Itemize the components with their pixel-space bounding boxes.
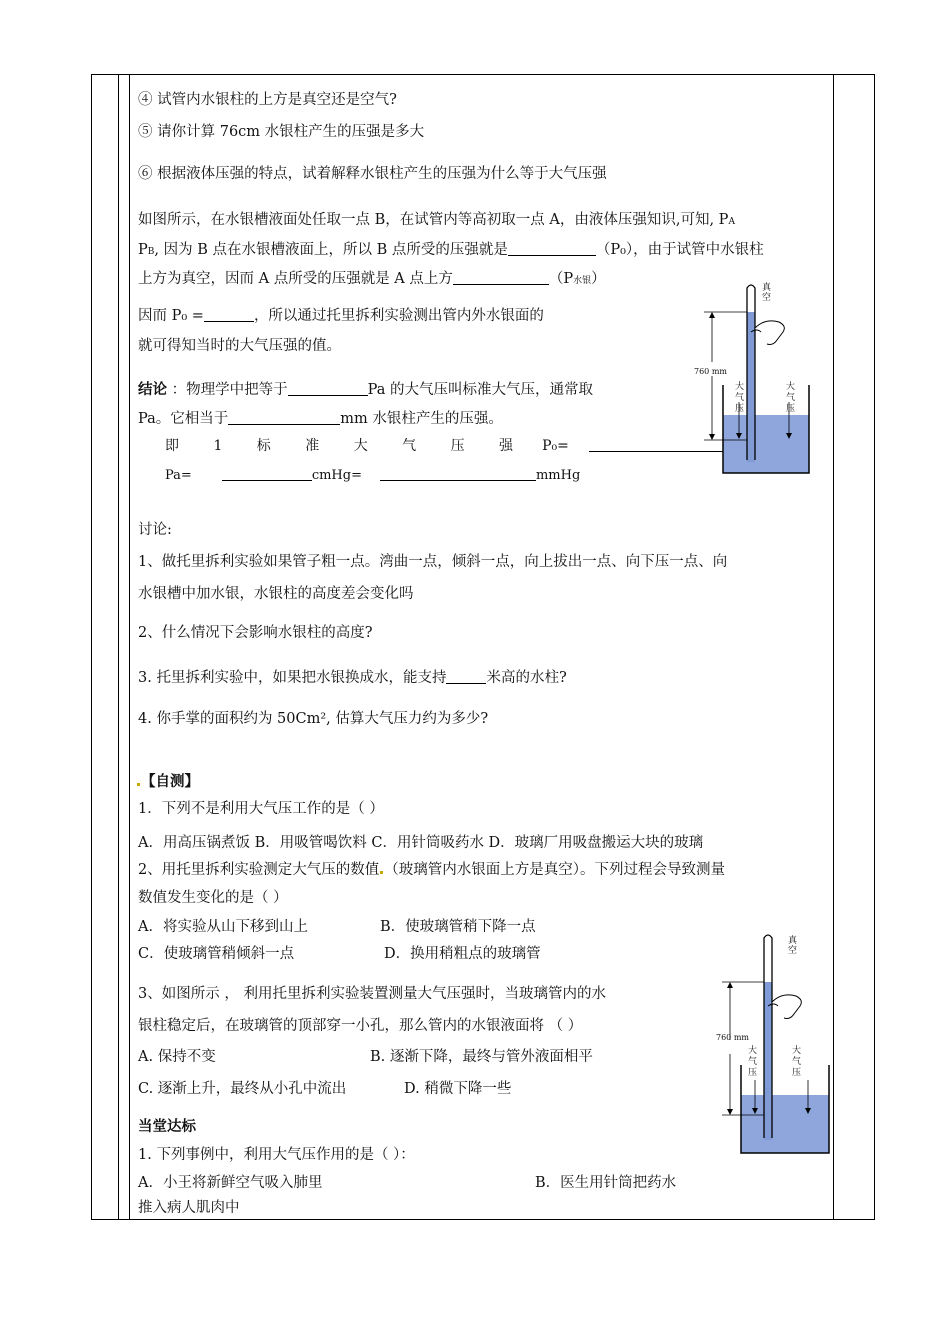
conclusion-line-3: 即 1 标 准 大 气 压 强 P₀= xyxy=(165,437,771,453)
conclusion-line-4: Pa= cmHg= mmHg xyxy=(165,468,581,483)
conclusion-line-1: 结论 ：物理学中把等于 Pa 的大气压叫标准大气压，通常取 xyxy=(138,381,593,398)
question-5: ⑤ 请你计算 76cm 水银柱产生的压强是多大 xyxy=(138,124,425,140)
selftest-q2-line1: 2、用托里拆利实验测定大气压的数值 （玻璃管内水银面上方是真空）。下列过程会导致测量 xyxy=(138,862,725,878)
selftest-q3-option-d: D. 稍微下降一些 xyxy=(404,1081,512,1097)
fig2-vacuum-label-2: 空 xyxy=(788,946,798,956)
selftest-q3-option-c: C. 逐渐上升，最终从小孔中流出 xyxy=(138,1081,347,1097)
selftest-q2-option-a: A．将实验从山下移到山上 xyxy=(138,919,308,935)
torricelli-diagram-2 xyxy=(716,930,836,1160)
torricelli-diagram-1 xyxy=(696,280,816,480)
selftest-q2-option-b: B．使玻璃管稍下降一点 xyxy=(380,919,536,935)
discussion-1b: 水银槽中加水银，水银柱的高度差会变化吗 xyxy=(138,586,414,602)
explain-line-5: 就可得知当时的大气压强的值。 xyxy=(138,338,341,354)
explain-line-3: 上方为真空，因而 A 点所受的压强就是 A 点上方 （P水银） xyxy=(138,271,606,287)
fig1-height-label: 760 mm xyxy=(694,367,727,376)
fig1-atm-label-left: 大 气 压 xyxy=(735,382,745,414)
fig1-vacuum-label-2: 空 xyxy=(762,293,772,303)
selftest-q2-option-d: D．换用稍粗点的玻璃管 xyxy=(384,946,541,962)
selftest-q3-line1: 3、如图所示 ， 利用托里拆利实验装置测量大气压强时，当玻璃管内的水 xyxy=(138,986,606,1002)
explain-line-2: PB, 因为 B 点在水银槽液面上，所以 B 点所受的压强就是 （P₀），由于试管中水银柱 xyxy=(138,242,764,258)
decor-mark xyxy=(137,783,140,786)
conclusion-label: 结论 xyxy=(138,381,167,398)
selftest-q2-line2: 数值发生变化的是（ ） xyxy=(138,890,288,906)
fig1-atm-label-right: 大 气 压 xyxy=(786,382,796,414)
selftest-q2-option-c: C．使玻璃管稍倾斜一点 xyxy=(138,946,295,962)
selftest-title: 【自测】 xyxy=(136,775,199,790)
fig1-vacuum-label-1: 真 xyxy=(762,283,772,293)
fig2-atm-label-left: 大 气 压 xyxy=(748,1046,758,1078)
classtest-q1-continued: 推入病人肌肉中 xyxy=(138,1200,240,1216)
selftest-q3-line2: 银柱稳定后，在玻璃管的顶部穿一小孔，那么管内的水银液面将 （ ） xyxy=(138,1018,583,1034)
fig2-atm-label-right: 大 气 压 xyxy=(792,1046,802,1078)
conclusion-line-2: Pa。它相当于 mm 水银柱产生的压强。 xyxy=(138,411,503,427)
classtest-q1: 1. 下列事例中，利用大气压作用的是（ ）： xyxy=(138,1147,415,1163)
classtest-title: 当堂达标 xyxy=(138,1118,196,1135)
question-6: ⑥ 根据液体压强的特点，试着解释水银柱产生的压强为什么等于大气压强 xyxy=(138,166,607,182)
discussion-1a: 1、做托里拆利实验如果管子粗一点。湾曲一点，倾斜一点，向上拔出一点、向下压一点、向 xyxy=(138,554,728,570)
fig2-height-label: 760 mm xyxy=(716,1033,749,1042)
fig2-vacuum-label-1: 真 xyxy=(788,936,798,946)
explain-line-4: 因而 P₀ = ，所以通过托里拆利实验测出管内外水银面的 xyxy=(138,308,544,324)
selftest-q1-options: A．用高压锅煮饭 B．用吸管喝饮料 C．用针筒吸药水 D．玻璃厂用吸盘搬运大块的玻璃 xyxy=(138,835,704,851)
classtest-q1-option-a: A．小王将新鲜空气吸入肺里 xyxy=(138,1175,323,1191)
discussion-title: 讨论: xyxy=(138,522,172,538)
selftest-q3-option-a: A. 保持不变 xyxy=(138,1049,216,1065)
selftest-q1: 1．下列不是利用大气压工作的是（ ） xyxy=(138,801,384,817)
discussion-4: 4. 你手掌的面积约为 50Cm², 估算大气压力约为多少? xyxy=(138,711,489,727)
classtest-q1-option-b: B．医生用针筒把药水 xyxy=(535,1175,677,1191)
column-divider-left-inner xyxy=(129,74,130,1220)
question-4: ④ 试管内水银柱的上方是真空还是空气? xyxy=(138,92,397,108)
selftest-q3-option-b: B. 逐渐下降，最终与管外液面相平 xyxy=(370,1049,593,1065)
discussion-2: 2、什么情况下会影响水银柱的高度? xyxy=(138,625,373,641)
decor-mark xyxy=(380,871,383,874)
explain-line-1: 如图所示，在水银槽液面处任取一点 B，在试管内等高初取一点 A，由液体压强知识,可知, PA xyxy=(138,212,735,228)
column-divider-left xyxy=(118,74,119,1220)
discussion-3: 3. 托里拆利实验中，如果把水银换成水，能支持 米高的水柱? xyxy=(138,670,567,686)
